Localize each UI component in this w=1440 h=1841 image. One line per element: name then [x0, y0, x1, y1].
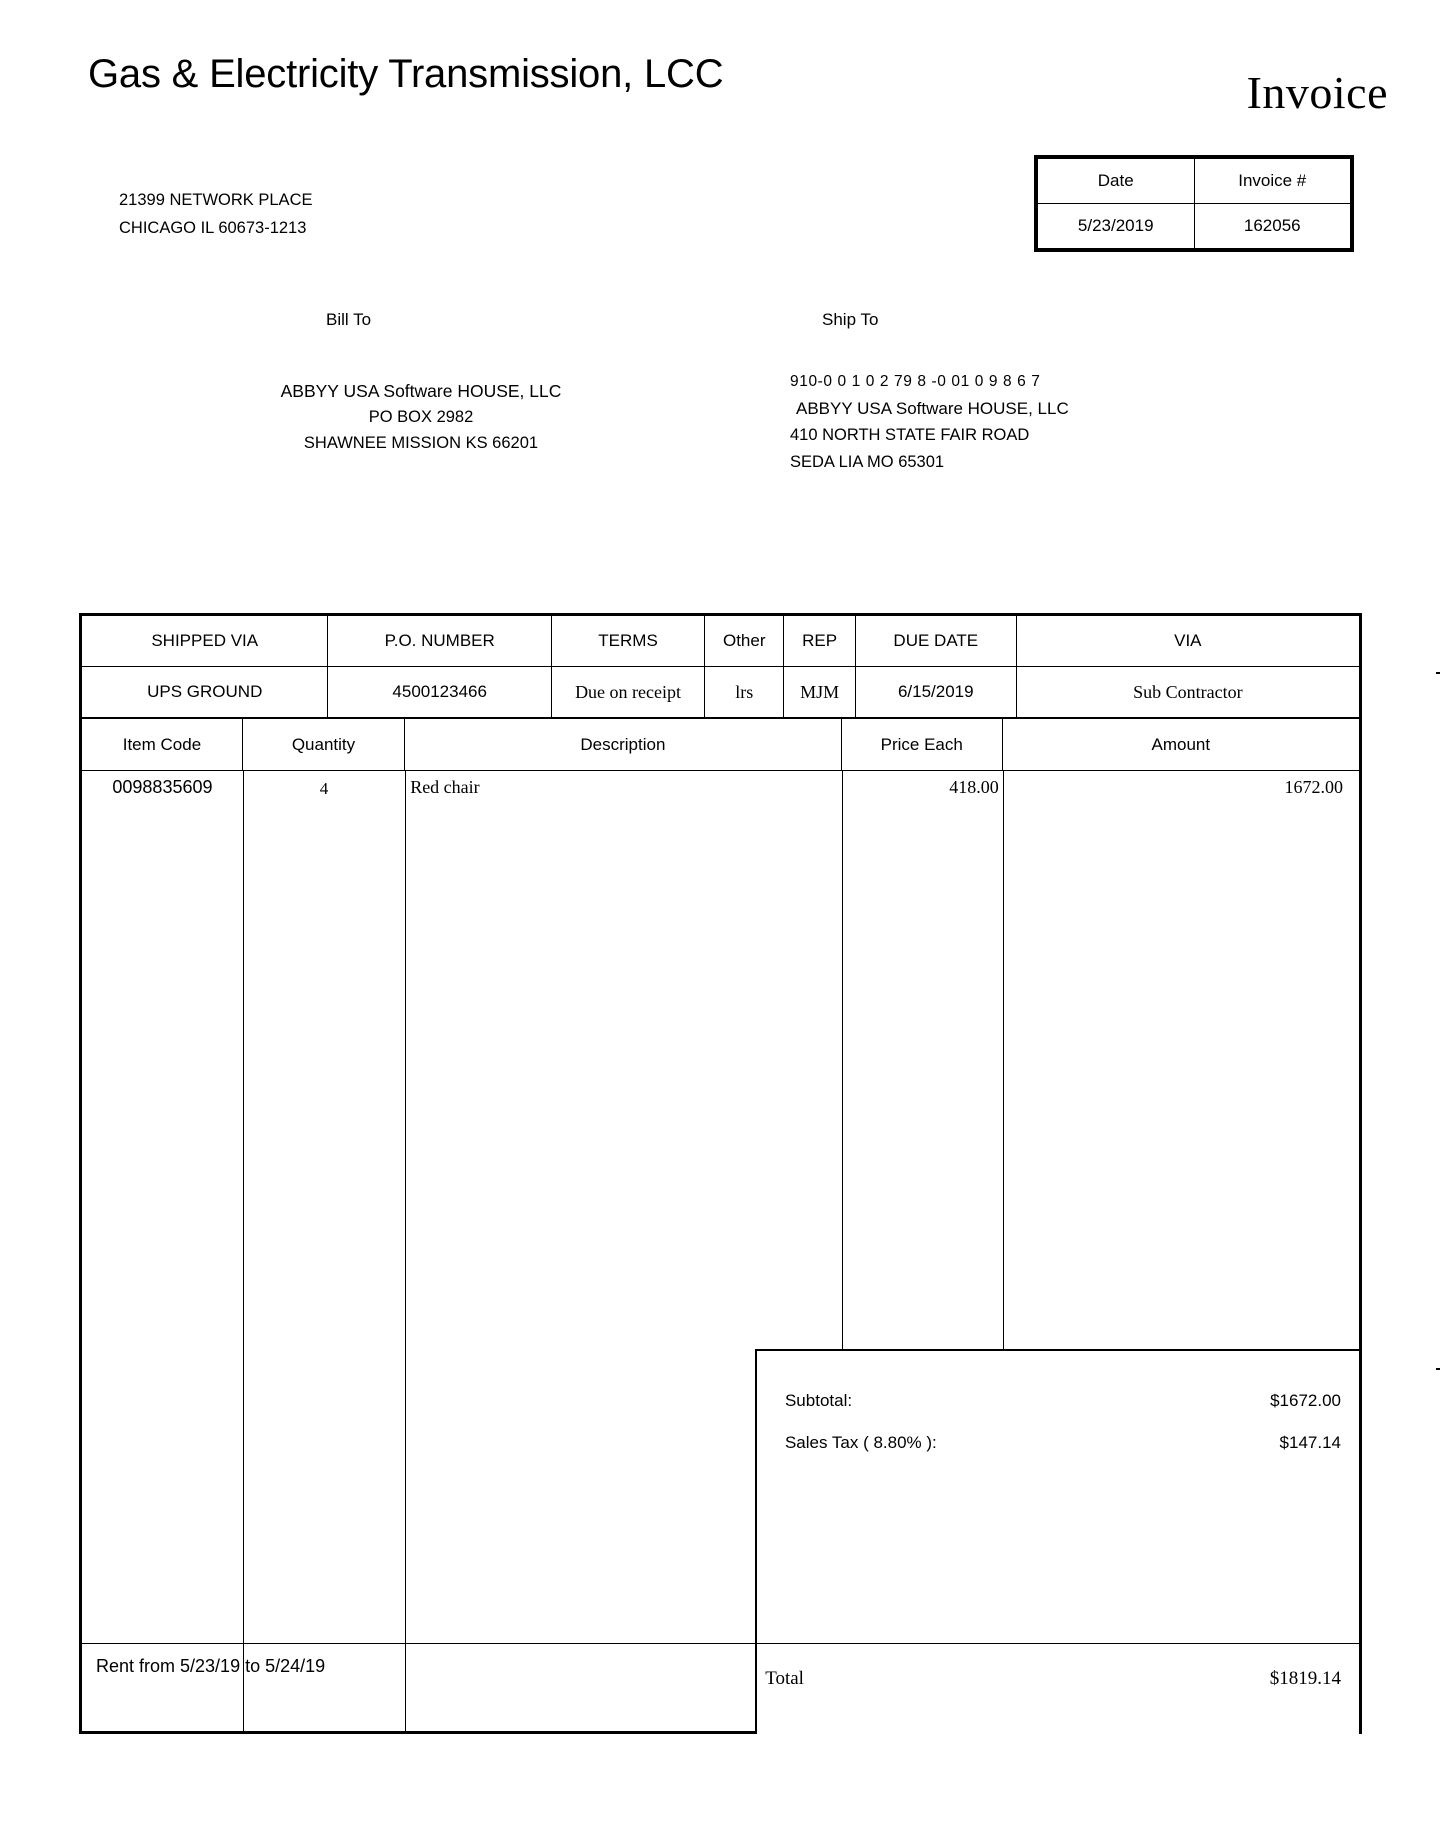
date-value: 5/23/2019: [1038, 204, 1195, 249]
invoice-number-label: Invoice #: [1194, 159, 1351, 204]
sales-tax-row: [785, 1433, 1341, 1453]
header-item-code: Item Code: [82, 719, 243, 770]
shipping-info-header-row: [82, 616, 1359, 667]
header-terms: TERMS: [552, 616, 705, 667]
subtotal-row: [785, 1391, 1341, 1411]
invoice-number-value: 162056: [1194, 204, 1351, 249]
header-price-each: Price Each: [842, 719, 1003, 770]
value-via: Sub Contractor: [1133, 681, 1243, 702]
subtotal-label: Subtotal:: [784, 1391, 853, 1410]
value-rep: MJM: [784, 667, 856, 717]
ship-to-address: [790, 368, 1069, 476]
value-due-date: 6/15/2019: [856, 667, 1017, 717]
table-row-amount: 1672.00: [1284, 777, 1343, 797]
sales-tax-label: Sales Tax ( 8.80% ):: [784, 1433, 937, 1452]
header-via: VIA: [1017, 616, 1359, 667]
invoice-footer-row: [82, 1643, 1359, 1731]
bill-to-line-2: PO BOX 2982: [368, 408, 474, 426]
ship-to-account-number: 910-0 0 1 0 2 79 8 -0 01 0 9 8 6 7: [790, 373, 1041, 390]
ship-to-line-1: ABBYY USA Software HOUSE, LLC: [796, 399, 1069, 418]
header-shipped-via: SHIPPED VIA: [82, 616, 328, 667]
ship-to-line-3: SEDA LIA MO 65301: [790, 453, 945, 471]
value-po-number: 4500123466: [328, 667, 551, 717]
company-address-line-2: CHICAGO IL 60673-1213: [119, 219, 307, 237]
header-due-date: DUE DATE: [856, 616, 1017, 667]
footer-divider: [755, 1644, 757, 1731]
invoice-main-table: [79, 613, 1362, 1734]
header-amount: Amount: [1151, 734, 1211, 754]
bill-to-line-1: ABBYY USA Software HOUSE, LLC: [280, 381, 562, 401]
table-row-description: Red chair: [410, 777, 480, 797]
subtotal-value: $1672.00: [1270, 1391, 1341, 1410]
footer-note: Rent from 5/23/19 to 5/24/19: [96, 1656, 326, 1676]
shipping-info-value-row: [82, 667, 1359, 719]
table-row-price-each: 418.00: [949, 777, 999, 797]
header-other: Other: [705, 616, 784, 667]
table-row-item-code: 0098835609: [112, 777, 213, 797]
page-edge-mark-bottom: [1436, 1368, 1440, 1370]
header-po-number: P.O. NUMBER: [328, 616, 551, 667]
invoice-meta-header-row: [1038, 159, 1351, 204]
bill-to-address: [251, 378, 591, 456]
header-description: Description: [405, 719, 842, 770]
company-address-line-1: 21399 NETWORK PLACE: [119, 191, 313, 209]
column-divider-1: [243, 771, 244, 1734]
line-items-body: [82, 771, 1359, 1734]
sales-tax-value: $147.14: [1279, 1433, 1341, 1452]
value-terms: Due on receipt: [552, 667, 705, 717]
company-name: Gas & Electricity Transmission, LCC: [88, 52, 724, 96]
line-items-header-row: [82, 719, 1359, 771]
invoice-meta-value-row: [1038, 204, 1351, 249]
company-address: [119, 186, 313, 242]
page-title: Invoice: [1246, 67, 1388, 118]
page-edge-mark-top: [1436, 672, 1440, 674]
ship-to-line-2: 410 NORTH STATE FAIR ROAD: [790, 426, 1030, 444]
table-row-quantity: 4: [319, 779, 329, 798]
column-divider-2: [405, 771, 406, 1734]
bill-to-label: Bill To: [326, 310, 372, 329]
value-shipped-via: UPS GROUND: [82, 667, 328, 717]
total-value: $1819.14: [1269, 1668, 1341, 1689]
bill-to-line-3: SHAWNEE MISSION KS 66201: [303, 434, 539, 452]
header-rep: REP: [784, 616, 856, 667]
date-label: Date: [1038, 159, 1195, 204]
header-quantity: Quantity: [243, 719, 405, 770]
ship-to-label: Ship To: [822, 310, 879, 329]
value-other: lrs: [705, 667, 784, 717]
total-label: Total: [765, 1668, 804, 1689]
invoice-meta-box: [1034, 155, 1354, 252]
